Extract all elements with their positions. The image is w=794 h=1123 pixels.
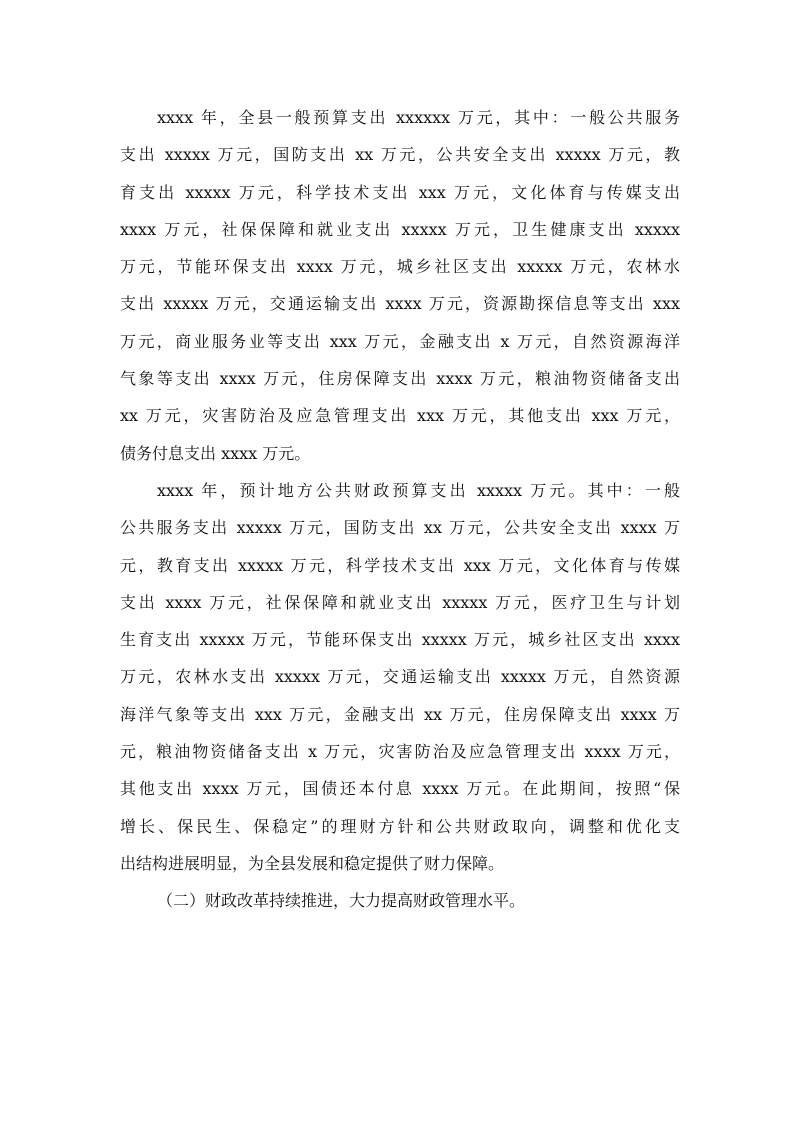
- paragraph-1-line: 债务付息支出 xxxx 万元。: [120, 443, 311, 463]
- paragraph-1-line: 育支出 xxxxx 万元，科学技术支出 xxx 万元，文化体育与传媒支出: [120, 182, 680, 202]
- paragraph-2-line: 海洋气象等支出 xxx 万元，金融支出 xx 万元，住房保障支出 xxxx 万: [120, 704, 680, 724]
- paragraph-1-line: 气象等支出 xxxx 万元，住房保障支出 xxxx 万元，粮油物资储备支出: [120, 369, 680, 389]
- paragraph-1-line: xxxx 万元，社保保障和就业支出 xxxxx 万元，卫生健康支出 xxxxx: [120, 219, 680, 239]
- paragraph-2-line: xxxx 年，预计地方公共财政预算支出 xxxxx 万元。其中：一般: [157, 480, 680, 500]
- paragraph-2: [120, 472, 680, 882]
- paragraph-2-line: 元，粮油物资储备支出 x 万元，灾害防治及应急管理支出 xxxx 万元，: [120, 742, 680, 762]
- paragraph-1-line: 万元，节能环保支出 xxxx 万元，城乡社区支出 xxxxx 万元，农林水: [120, 257, 680, 277]
- paragraph-2-line: 元，教育支出 xxxxx 万元，科学技术支出 xxx 万元，文化体育与传媒: [120, 555, 680, 575]
- paragraph-2-line: 增长、保民生、保稳定”的理财方针和公共财政取向，调整和优化支: [120, 816, 680, 836]
- paragraph-1-line: xx 万元，灾害防治及应急管理支出 xxx 万元，其他支出 xxx 万元，: [120, 406, 680, 426]
- paragraph-2-line: 出结构进展明显，为全县发展和稳定提供了财力保障。: [120, 853, 505, 873]
- paragraph-2-line: 生育支出 xxxxx 万元，节能环保支出 xxxxx 万元，城乡社区支出 xxxx: [120, 630, 680, 650]
- paragraph-2-line: 公共服务支出 xxxxx 万元，国防支出 xx 万元，公共安全支出 xxxx 万: [120, 518, 680, 538]
- paragraph-2-line: 支出 xxxx 万元，社保保障和就业支出 xxxxx 万元，医疗卫生与计划: [120, 592, 680, 612]
- paragraph-1-line: 支出 xxxxx 万元，交通运输支出 xxxx 万元，资源勘探信息等支出 xxx: [120, 294, 680, 314]
- paragraph-2-line: 万元，农林水支出 xxxxx 万元，交通运输支出 xxxxx 万元，自然资源: [120, 667, 680, 687]
- document-body: [120, 99, 680, 920]
- paragraph-2-line: 其他支出 xxxx 万元，国债还本付息 xxxx 万元。在此期间，按照“保: [120, 779, 680, 799]
- section-heading: （二）财政改革持续推进，大力提高财政管理水平。: [157, 891, 526, 911]
- paragraph-1-line: xxxx 年，全县一般预算支出 xxxxxx 万元，其中：一般公共服务: [157, 108, 680, 127]
- paragraph-1: [120, 99, 680, 472]
- paragraph-1-line: 万元，商业服务业等支出 xxx 万元，金融支出 x 万元，自然资源海洋: [120, 331, 680, 351]
- paragraph-1-line: 支出 xxxxx 万元，国防支出 xx 万元，公共安全支出 xxxxx 万元，教: [120, 145, 680, 165]
